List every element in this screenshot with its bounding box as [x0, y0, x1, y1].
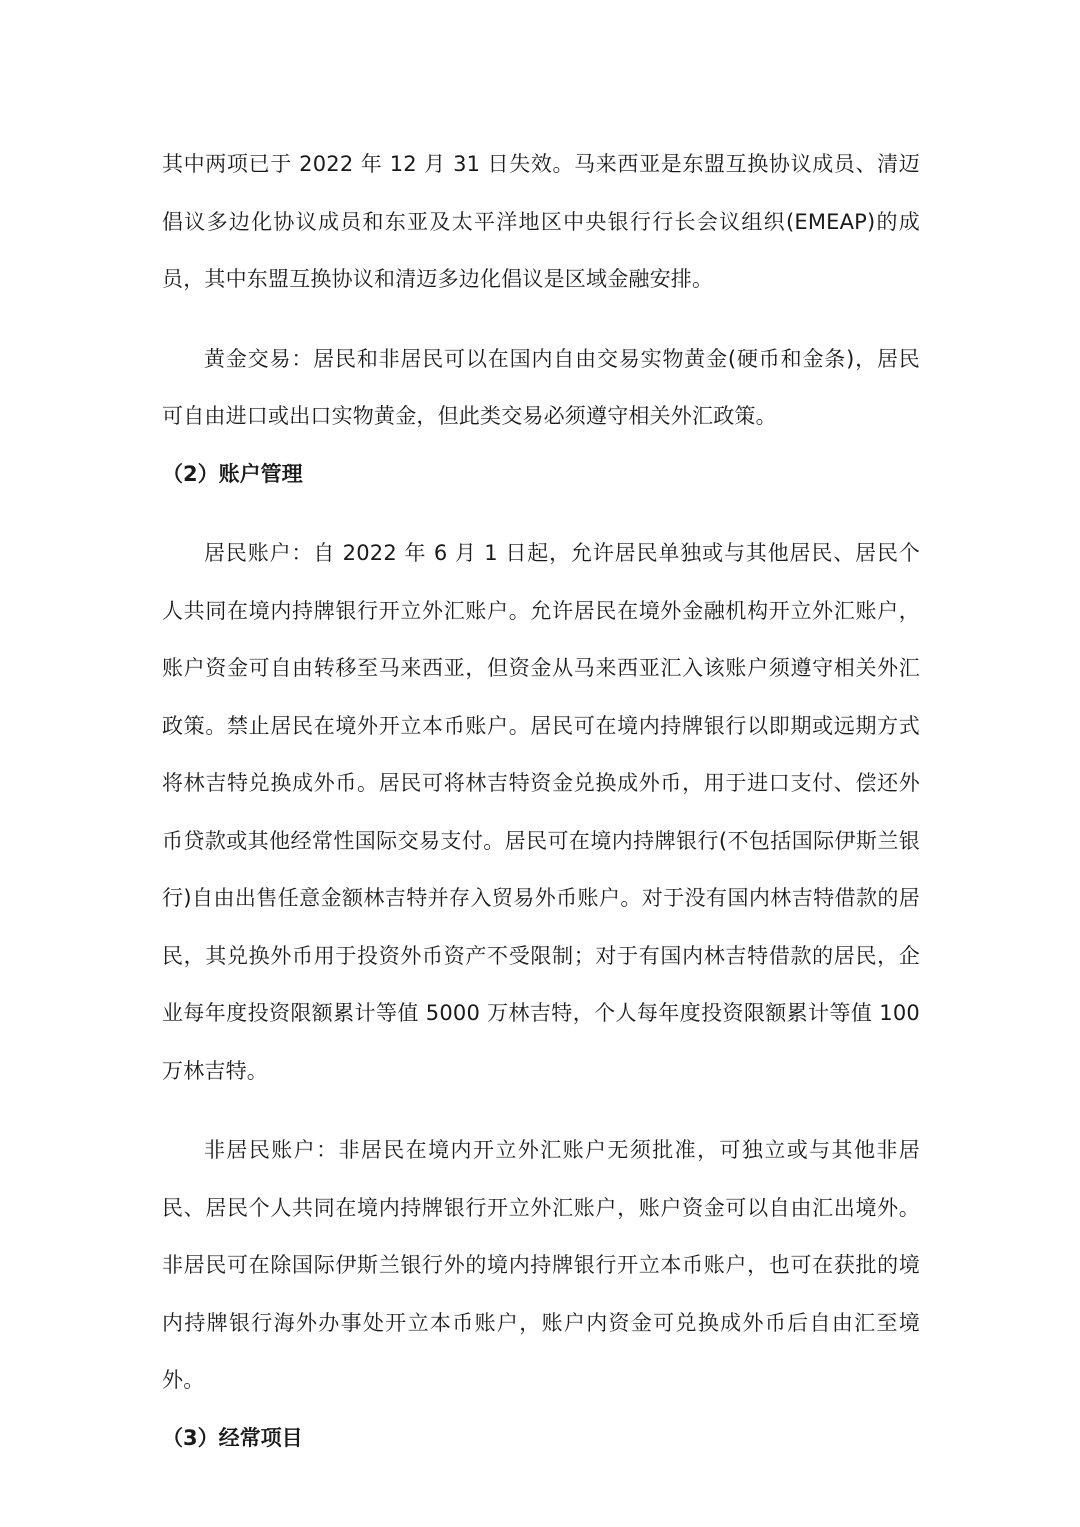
paragraph-intro-continuation: 其中两项已于 2022 年 12 月 31 日失效。马来西亚是东盟互换协议成员、清迈倡议多边化协议成员和东亚及太平洋地区中央银行行长会议组织(EMEAP)的成员，其中东盟互换协议和清迈多边化倡议是区域金融安排。 [162, 152, 920, 291]
section-heading-current-account: （3）经常项目 [162, 1425, 303, 1450]
paragraph-resident-accounts: 居民账户：自 2022 年 6 月 1 日起，允许居民单独或与其他居民、居民个人共同在境内持牌银行开立外汇账户。允许居民在境外金融机构开立外汇账户，账户资金可自由转移至马来西亚，但资金从马来西亚汇入该账户须遵守相关外汇政策。禁止居民在境外开立本币账户。居民可在境内持牌银行以即期或远期方式将林吉特兑换成外币。居民可将林吉特资金兑换成外币，用于进口支付、偿还外币贷款或其他经常性国际交易支付。居民可在境内持牌银行(不包括国际伊斯兰银行)自由出售任意金额林吉特并存入贸易外币账户。对于没有国内林吉特借款的居民，其兑换外币用于投资外币资产不受限制；对于有国内林吉特借款的居民，企业每年度投资限额累计等值 5000 万林吉特，个人每年度投资限额累计等值 100 万林吉特。 [162, 541, 920, 1083]
section-heading-account-management: （2）账户管理 [162, 461, 303, 486]
paragraph-gold-trading: 黄金交易：居民和非居民可以在国内自由交易实物黄金(硬币和金条)，居民可自由进口或出口实物黄金，但此类交易必须遵守相关外汇政策。 [162, 346, 920, 428]
paragraph-non-resident-accounts: 非居民账户：非居民在境内开立外汇账户无须批准，可独立或与其他非居民、居民个人共同在境内持牌银行开立外汇账户，账户资金可以自由汇出境外。非居民可在除国际伊斯兰银行外的境内持牌银行开立本币账户，也可在获批的境内持牌银行海外办事处开立本币账户，账户内资金可兑换成外币后自由汇至境外。 [162, 1138, 920, 1392]
document-body [162, 136, 920, 1467]
